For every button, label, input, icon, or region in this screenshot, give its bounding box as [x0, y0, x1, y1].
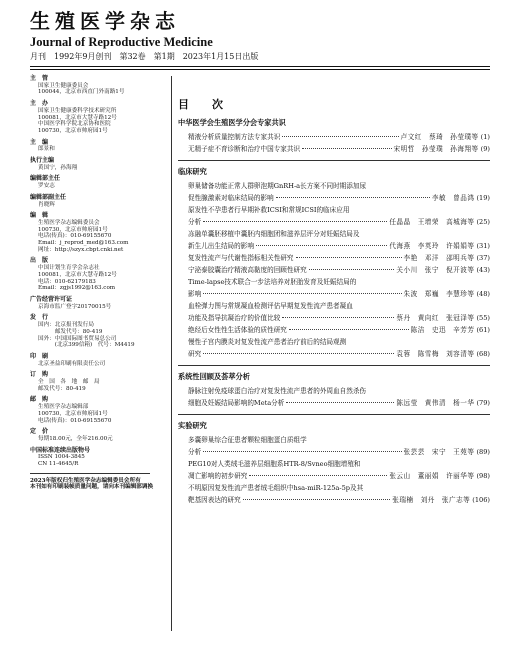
dot-leader [203, 353, 394, 354]
dot-leader [296, 257, 402, 258]
masthead-section [30, 158, 170, 171]
article-page-number: (43) [476, 266, 490, 274]
column-divider [171, 76, 172, 631]
masthead-section [30, 176, 170, 189]
toc-category: 实验研究 [178, 421, 207, 430]
toc-entry[interactable] [178, 264, 490, 276]
article-authors: 李敏 曾品鸿 [431, 194, 475, 202]
article-title-line[interactable]: 卵巢储备功能正常人群卵泡期GnRH-a长方案不同时期添加尿 [188, 182, 367, 190]
article-title-line[interactable]: 精液分析质量控制方法专家共识 [188, 133, 281, 141]
dot-leader [256, 245, 387, 246]
article-page-number: (106) [472, 496, 490, 504]
masthead-line: 国家卫生健康委科学技术研究所 [38, 107, 117, 114]
article-authors: 朱波 郑巍 李慧珍等 [403, 290, 475, 298]
masthead-section [30, 315, 170, 349]
dot-leader [289, 329, 409, 330]
article-title-line[interactable]: 冻融单囊胚移植中囊胚内细胞团和滋养层评分对妊娠结局及 [188, 230, 360, 238]
header-rule-thin [30, 69, 490, 70]
header-rule-thick [30, 66, 490, 67]
article-page-number: (37) [476, 254, 490, 262]
dot-leader [309, 269, 395, 270]
toc-entry[interactable] [178, 385, 490, 409]
toc-entry-row [188, 288, 490, 300]
article-title-line[interactable]: 绝经后女性性生活体验的质性研究 [188, 326, 287, 334]
article-title-line[interactable]: 研究 [188, 350, 202, 358]
toc-category: 临床研究 [178, 167, 207, 176]
masthead-line: 100730，北京市帅府园1号 [38, 226, 108, 233]
masthead-line: 郎景和 [38, 146, 55, 153]
article-authors: 李艳 邓洋 邵明兵等 [403, 254, 475, 262]
toc-entry[interactable] [178, 143, 490, 155]
copyright-note: 本刊如有印刷装帧质量问题，请向本刊编辑部调换 [30, 484, 154, 491]
article-title-line[interactable]: 影响 [188, 290, 202, 298]
article-title-line[interactable]: 细胞及妊娠结局影响的Meta分析 [188, 399, 285, 407]
toc-entry-row [188, 312, 490, 324]
masthead-line: Email：j_reprod_med@163.com [38, 240, 129, 247]
article-page-number: (98) [476, 472, 490, 480]
article-page-number: (31) [476, 242, 490, 250]
toc-entry-row [188, 348, 490, 360]
article-page-number: (48) [476, 290, 490, 298]
toc-entry-row [188, 131, 490, 143]
masthead-line: 生殖医学杂志编辑部 [38, 404, 89, 411]
toc-entry[interactable] [178, 482, 490, 506]
masthead-section [30, 258, 170, 292]
masthead-line: 100044，北京市西直门外南路1号 [38, 89, 125, 96]
dot-leader [243, 499, 390, 500]
masthead-section [30, 297, 170, 310]
toc-entry-row [188, 470, 490, 482]
masthead-section [30, 354, 170, 367]
toc-entry-row [188, 397, 490, 409]
article-title-line[interactable]: 多囊卵巢综合征患者颗粒细胞蛋白质组学 [188, 436, 307, 444]
article-title-line[interactable]: Time-lapse技术联合一步法培养对胚胎发育及妊娠结局的 [188, 278, 357, 286]
masthead-line: 每期18.00元，全年216.00元 [38, 435, 113, 442]
article-title-line[interactable]: 复发性流产与代谢性指标相关性研究 [188, 254, 294, 262]
article-title-line[interactable]: 慢性子宫内膜炎对复发性流产患者治疗前后的结局观测 [188, 338, 347, 346]
article-page-number: (55) [476, 314, 490, 322]
article-authors: 宋明哲 孙莹璞 孙海翔等 [393, 145, 479, 153]
masthead-sidebar [30, 76, 170, 491]
article-authors: 张云山 董丽娟 许丽华等 [389, 472, 475, 480]
masthead-section [30, 213, 170, 253]
masthead-line: (北京399信箱) 代号：M4419 [38, 342, 135, 349]
masthead-line: 网址：http://szyx.cbpt.cnki.net [38, 246, 124, 253]
masthead-line: 北京圣益印刷有限责任公司 [38, 360, 106, 367]
masthead-line: 电话：010-62179183 [38, 278, 96, 285]
masthead-label: 印 刷 [30, 352, 49, 360]
article-page-number: (89) [476, 448, 490, 456]
toc-entry[interactable] [178, 131, 490, 143]
article-title-line[interactable]: 血栓弹力图与常规凝血检测评估早期复发性流产患者凝血 [188, 302, 353, 310]
toc-entry-row [188, 216, 490, 228]
masthead-line: 100081，北京市大慧寺路12号 [38, 271, 117, 278]
category-rule [178, 365, 490, 366]
toc-entry-row [188, 494, 490, 506]
dot-leader [282, 317, 394, 318]
masthead-line: 国外：中国国际图书贸易总公司 [38, 335, 117, 342]
article-title-line[interactable]: 分析 [188, 218, 202, 226]
masthead-label: 编辑部主任 [30, 175, 61, 183]
toc-entry-row [188, 192, 490, 204]
toc-entry-row [188, 252, 490, 264]
masthead-line: 100730，北京市帅府园1号 [38, 410, 108, 417]
masthead-section [30, 195, 170, 208]
masthead-label: 主 编 [30, 138, 49, 146]
toc-entry-row [188, 324, 490, 336]
masthead-line: 全 国 各 地 邮 局 [38, 379, 100, 386]
article-title-line[interactable]: 原发性不孕患者行早期补救ICSI和常规ICSI的临床应用 [188, 206, 350, 214]
masthead-line: 生殖医学杂志编辑委员会 [38, 219, 100, 226]
toc-entry[interactable] [178, 336, 490, 360]
masthead-line: 肖晓辉 [38, 201, 55, 208]
table-of-contents [178, 96, 490, 506]
article-title-line[interactable]: 促性腺激素对临床结局的影响 [188, 194, 274, 202]
masthead-label: 邮 购 [30, 396, 49, 404]
toc-entry[interactable] [178, 324, 490, 336]
masthead-line: 电话(传真)：010-69155670 [38, 233, 112, 240]
article-title-line[interactable]: 新生儿出生结局的影响 [188, 242, 254, 250]
article-authors: 卢文红 蔡琦 孙莹璞等 [400, 133, 479, 141]
toc-entry[interactable] [178, 180, 490, 204]
toc-entry[interactable] [178, 276, 490, 300]
masthead-section [30, 140, 170, 153]
sidebar-divider [30, 473, 150, 474]
toc-entry-row [188, 143, 490, 155]
article-title-line[interactable]: 分析 [188, 448, 202, 456]
toc-entry[interactable] [178, 434, 490, 458]
article-page-number: (61) [476, 326, 490, 334]
journal-title-cn: 生殖医学杂志 [30, 9, 180, 33]
copyright-note: 2023年版权归生殖医学杂志编辑委员会所有 [30, 477, 141, 484]
masthead-section [30, 101, 170, 135]
article-authors: 代海燕 李英玲 许娟娟等 [389, 242, 475, 250]
dot-leader [203, 293, 401, 294]
masthead-label: 中国标准连续出版物号 [30, 446, 91, 454]
toc-entry[interactable] [178, 300, 490, 324]
article-authors: 陈洁 史迅 辛芳芳 [410, 326, 475, 334]
article-authors: 袁蓉 陈雪梅 刘容清等 [396, 350, 475, 358]
journal-title-en: Journal of Reproductive Medicine [30, 35, 213, 49]
masthead-line: ISSN 1004-3845 [38, 454, 85, 461]
article-authors: 张瑞楠 刘丹 张广志等 [392, 496, 471, 504]
masthead-line: Email：zgjs1992@163.com [38, 285, 116, 292]
masthead-section [30, 429, 170, 442]
masthead-label: 定 价 [30, 428, 49, 436]
masthead-line: 国家卫生健康委员会 [38, 82, 89, 89]
article-title-line[interactable]: 凋亡影响的初步研究 [188, 472, 248, 480]
category-rule [178, 414, 490, 415]
masthead-line: 100730，北京市帅府园1号 [38, 127, 108, 134]
masthead-section [30, 76, 170, 96]
dot-leader [203, 451, 401, 452]
masthead-line: 邮发代号：80-419 [38, 385, 86, 392]
dot-leader [282, 136, 398, 137]
masthead-section [30, 448, 170, 468]
toc-entry-row [188, 240, 490, 252]
toc-heading: 目 次 [178, 98, 229, 111]
masthead-line: 黄国宁，孙海翔 [38, 164, 78, 171]
masthead-line: 京海市监广登字20170015号 [38, 303, 112, 310]
toc-category: 系统性回顾及荟萃分析 [178, 372, 250, 381]
masthead-line: 罗安志 [38, 183, 55, 190]
masthead-line: 中国计划生育学会杂志社 [38, 265, 100, 272]
article-authors: 任晶晶 王增荣 高城海等 [389, 218, 475, 226]
masthead-label: 主 办 [30, 100, 49, 108]
toc-category: 中华医学会生殖医学分会专家共识 [178, 118, 286, 127]
masthead-label: 主 管 [30, 75, 49, 82]
toc-entry-row [188, 446, 490, 458]
masthead-line: 100081，北京市大慧寺路12号 [38, 114, 117, 121]
toc-entry[interactable] [178, 458, 490, 482]
dot-leader [286, 402, 394, 403]
dot-leader [249, 475, 387, 476]
masthead-label: 订 购 [30, 371, 49, 379]
masthead-label: 出 版 [30, 257, 49, 265]
masthead-label: 发 行 [30, 314, 49, 322]
toc-entry[interactable] [178, 228, 490, 252]
toc-entry[interactable] [178, 204, 490, 228]
category-rule [178, 160, 490, 161]
article-title-line[interactable]: PEG10对人类绒毛滋养层细胞系HTR-8/Svneo细胞增殖和 [188, 460, 361, 468]
masthead-section [30, 397, 170, 424]
article-title-line[interactable]: 静脉注射免疫球蛋白治疗对复发性流产患者的外周血自然杀伤 [188, 387, 367, 395]
dot-leader [203, 221, 387, 222]
article-page-number: (1) [480, 133, 490, 141]
journal-header [30, 10, 490, 62]
article-title-line[interactable]: 不明原因复发性流产患者绒毛组织中hsa-miR-125a-5p及其 [188, 484, 364, 492]
article-title-line[interactable]: 功能及指导抗凝治疗的价值比较 [188, 314, 281, 322]
article-page-number: (25) [476, 218, 490, 226]
toc-entry[interactable] [178, 252, 490, 264]
masthead-line: 电话(传真)：010-69155670 [38, 417, 112, 424]
article-title-line[interactable]: 无精子症不育诊断和治疗中国专家共识 [188, 145, 301, 153]
article-page-number: (68) [476, 350, 490, 358]
copyright-notes [30, 478, 170, 491]
masthead-label: 执行主编 [30, 157, 55, 165]
masthead-line: 国内：北京报刊发行局 [38, 322, 94, 329]
masthead-line: 中国医学科学院北京协和医院 [38, 121, 111, 128]
toc-entry-row [188, 264, 490, 276]
masthead-line: 邮发代号：80-419 [38, 328, 103, 335]
article-title-line[interactable]: 宁泌泰胶囊治疗精液高黏度的回顾性研究 [188, 266, 307, 274]
article-page-number: (79) [476, 399, 490, 407]
article-page-number: (9) [480, 145, 490, 153]
article-authors: 关小川 张宁 倪开波等 [396, 266, 475, 274]
dot-leader [302, 148, 391, 149]
masthead-label: 编辑部副主任 [30, 193, 67, 201]
masthead-line: CN 11-4645/R [38, 461, 79, 468]
article-authors: 陈远莹 黄伟清 杨一华 [396, 399, 475, 407]
masthead-label: 编 辑 [30, 212, 49, 220]
article-authors: 蔡丹 黄向红 张冠泽等 [396, 314, 475, 322]
article-authors: 张芸芸 宋宁 王苑等 [403, 448, 475, 456]
article-title-line[interactable]: 靶基因表达的研究 [188, 496, 241, 504]
masthead-section [30, 372, 170, 392]
publication-info: 月刊 1992年9月创刊 第32卷 第1期 2023年1月15日出版 [30, 52, 259, 61]
dot-leader [276, 197, 430, 198]
masthead-label: 广告经营许可证 [30, 295, 73, 303]
article-page-number: (19) [476, 194, 490, 202]
